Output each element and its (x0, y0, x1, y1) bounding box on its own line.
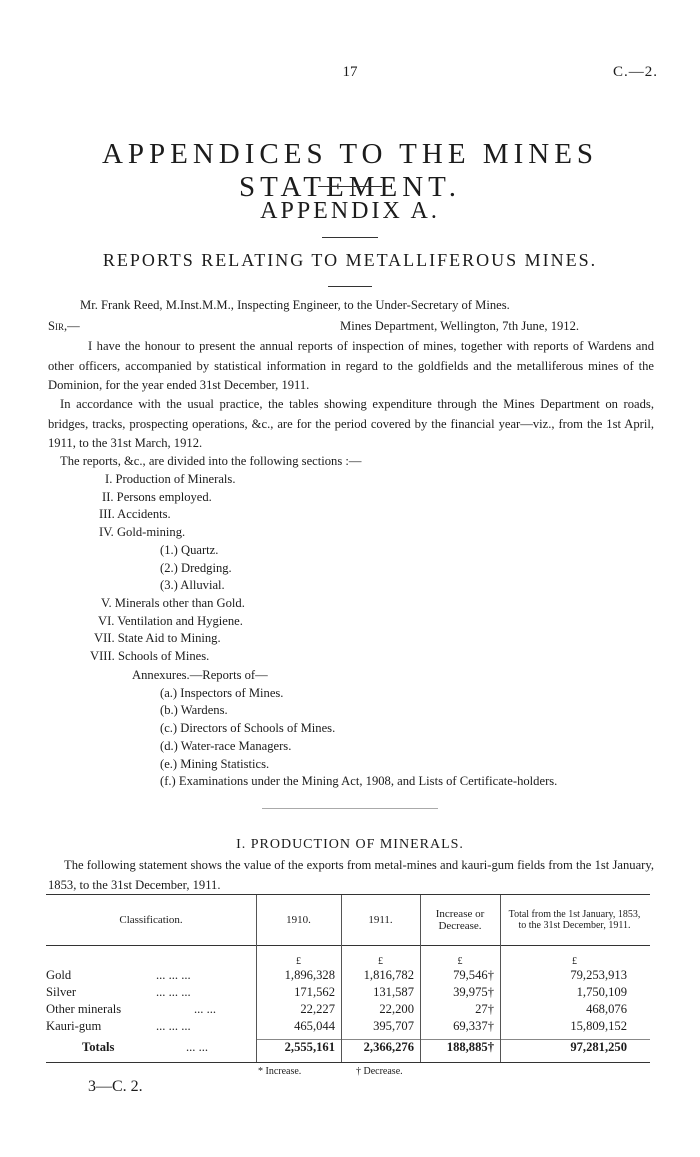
section-item: III. Accidents. (99, 507, 171, 522)
section-subitem: (2.) Dredging. (160, 560, 232, 575)
section-item: I. Production of Minerals. (105, 472, 236, 486)
production-intro: The following statement shows the value of the exports from metal-mines and kauri-gum fields from the 1st January, 1853, to the 31st December, 1911. (48, 858, 654, 892)
row-label: Other minerals (46, 1002, 122, 1016)
column-header: 1910. (286, 914, 311, 926)
value-1910: 22,227 (300, 1002, 335, 1016)
appendix-divider (322, 237, 378, 238)
value-change: 69,337† (453, 1019, 494, 1033)
annexure-item: (f.) Examinations under the Mining Act, 1908, and Lists of Certificate-holders. (160, 774, 558, 789)
value-total: 468,076 (586, 1002, 627, 1016)
currency-symbol: £ (296, 956, 301, 967)
table-row (46, 984, 649, 1001)
currency-symbol: £ (572, 956, 577, 967)
section-subitem: (3.) Alluvial. (160, 578, 225, 593)
total-1910: 2,555,161 (284, 1039, 335, 1054)
footnote-increase: * Increase. (258, 1066, 302, 1077)
letter-paragraph-2: In accordance with the usual practice, the tables showing expenditure through the Mines Department on roads, bridges, tracks, prospecting operations, &c., are for the period covered by the financial year—viz., from the 1st April, 1911, to the 31st March, 1912. (48, 397, 654, 451)
title-divider (318, 186, 382, 187)
section-subitem: (1.) Quartz. (160, 542, 219, 557)
value-1911: 395,707 (373, 1019, 414, 1033)
annexures-intro: Annexures.—Reports of— (132, 668, 268, 682)
value-change: 39,975† (453, 985, 494, 999)
letter-salutation: Sir,— (48, 319, 80, 333)
value-total: 15,809,152 (570, 1019, 627, 1033)
column-header: Classification. (119, 914, 183, 926)
row-label: Gold (46, 968, 72, 982)
value-total: 1,750,109 (576, 985, 627, 999)
column-header: Total from the 1st January, 1853, to the 31st December, 1911. (508, 909, 641, 931)
table-header-row (46, 895, 649, 945)
signature-mark: 3—C. 2. (88, 1078, 143, 1095)
section-item: V. Minerals other than Gold. (101, 595, 245, 610)
value-1910: 465,044 (294, 1019, 335, 1033)
sections-list (0, 471, 700, 666)
currency-symbol: £ (457, 956, 463, 967)
currency-symbol: £ (378, 956, 383, 967)
value-change: 27† (475, 1002, 494, 1016)
subtitle-divider (328, 286, 372, 287)
totals-label: Totals (82, 1039, 115, 1054)
column-header: Increase or Decrease. (435, 908, 485, 932)
total-change: 188,885† (446, 1039, 494, 1054)
section-item: II. Persons employed. (102, 489, 212, 504)
value-1911: 131,587 (373, 985, 414, 999)
annexure-item: (b.) Wardens. (160, 703, 228, 718)
total-overall: 97,281,250 (570, 1039, 627, 1054)
table-row (46, 967, 649, 984)
value-1911: 1,816,782 (363, 968, 414, 982)
row-label: Kauri-gum (46, 1019, 102, 1033)
production-table (46, 895, 649, 1059)
letter-paragraph-1: I have the honour to present the annual reports of inspection of mines, together with reports of Wardens and other officers, accompanied by statistical information in regard to the goldfields and the metalliferous mines of the Dominion, for the year ended 31st December, 1911. (48, 339, 654, 393)
column-header: 1911. (368, 914, 393, 926)
letter-paragraph-3: The reports, &c., are divided into the following sections :— (60, 454, 362, 468)
table-row (46, 1001, 649, 1018)
value-1910: 1,896,328 (284, 968, 335, 982)
totals-row (46, 1035, 649, 1059)
value-1910: 171,562 (294, 985, 335, 999)
page-number: 17 (342, 64, 358, 80)
table-bottom-rule (46, 1062, 650, 1063)
subtitle: REPORTS RELATING TO METALLIFEROUS MINES. (102, 250, 598, 270)
letter-place-date: Mines Department, Wellington, 7th June, 1912. (340, 319, 580, 333)
row-dots: ... ... ... (156, 985, 191, 999)
currency-row (46, 945, 649, 967)
section-divider (262, 808, 438, 809)
row-label: Silver (46, 985, 77, 999)
document-code: C.—2. (612, 64, 658, 80)
table-row (46, 1018, 649, 1035)
section-item: IV. Gold-mining. (99, 525, 186, 540)
value-total: 79,253,913 (570, 968, 627, 982)
value-1911: 22,200 (379, 1002, 414, 1016)
annexures-list (0, 667, 700, 791)
section-item: VI. Ventilation and Hygiene. (98, 613, 243, 628)
section-item: VIII. Schools of Mines. (90, 649, 210, 664)
appendix-title: APPENDIX A. (260, 198, 440, 224)
annexure-item: (d.) Water-race Managers. (160, 738, 292, 753)
production-title: I. PRODUCTION OF MINERALS. (236, 837, 464, 852)
row-dots: ... ... (194, 1002, 217, 1016)
footnote-decrease: † Decrease. (356, 1066, 403, 1077)
section-item: VII. State Aid to Mining. (94, 631, 221, 646)
value-change: 79,546† (453, 968, 494, 982)
main-title: APPENDICES TO THE MINES STATEMENT. (101, 138, 599, 203)
annexure-item: (e.) Mining Statistics. (160, 756, 270, 771)
total-1911: 2,366,276 (363, 1039, 414, 1054)
annexure-item: (a.) Inspectors of Mines. (160, 685, 284, 700)
annexure-item: (c.) Directors of Schools of Mines. (160, 721, 336, 736)
totals-dots: ... ... (186, 1039, 209, 1054)
row-dots: ... ... ... (156, 1019, 191, 1033)
letter-from: Mr. Frank Reed, M.Inst.M.M., Inspecting Engineer, to the Under-Secretary of Mines. (80, 298, 510, 312)
row-dots: ... ... ... (156, 968, 191, 982)
